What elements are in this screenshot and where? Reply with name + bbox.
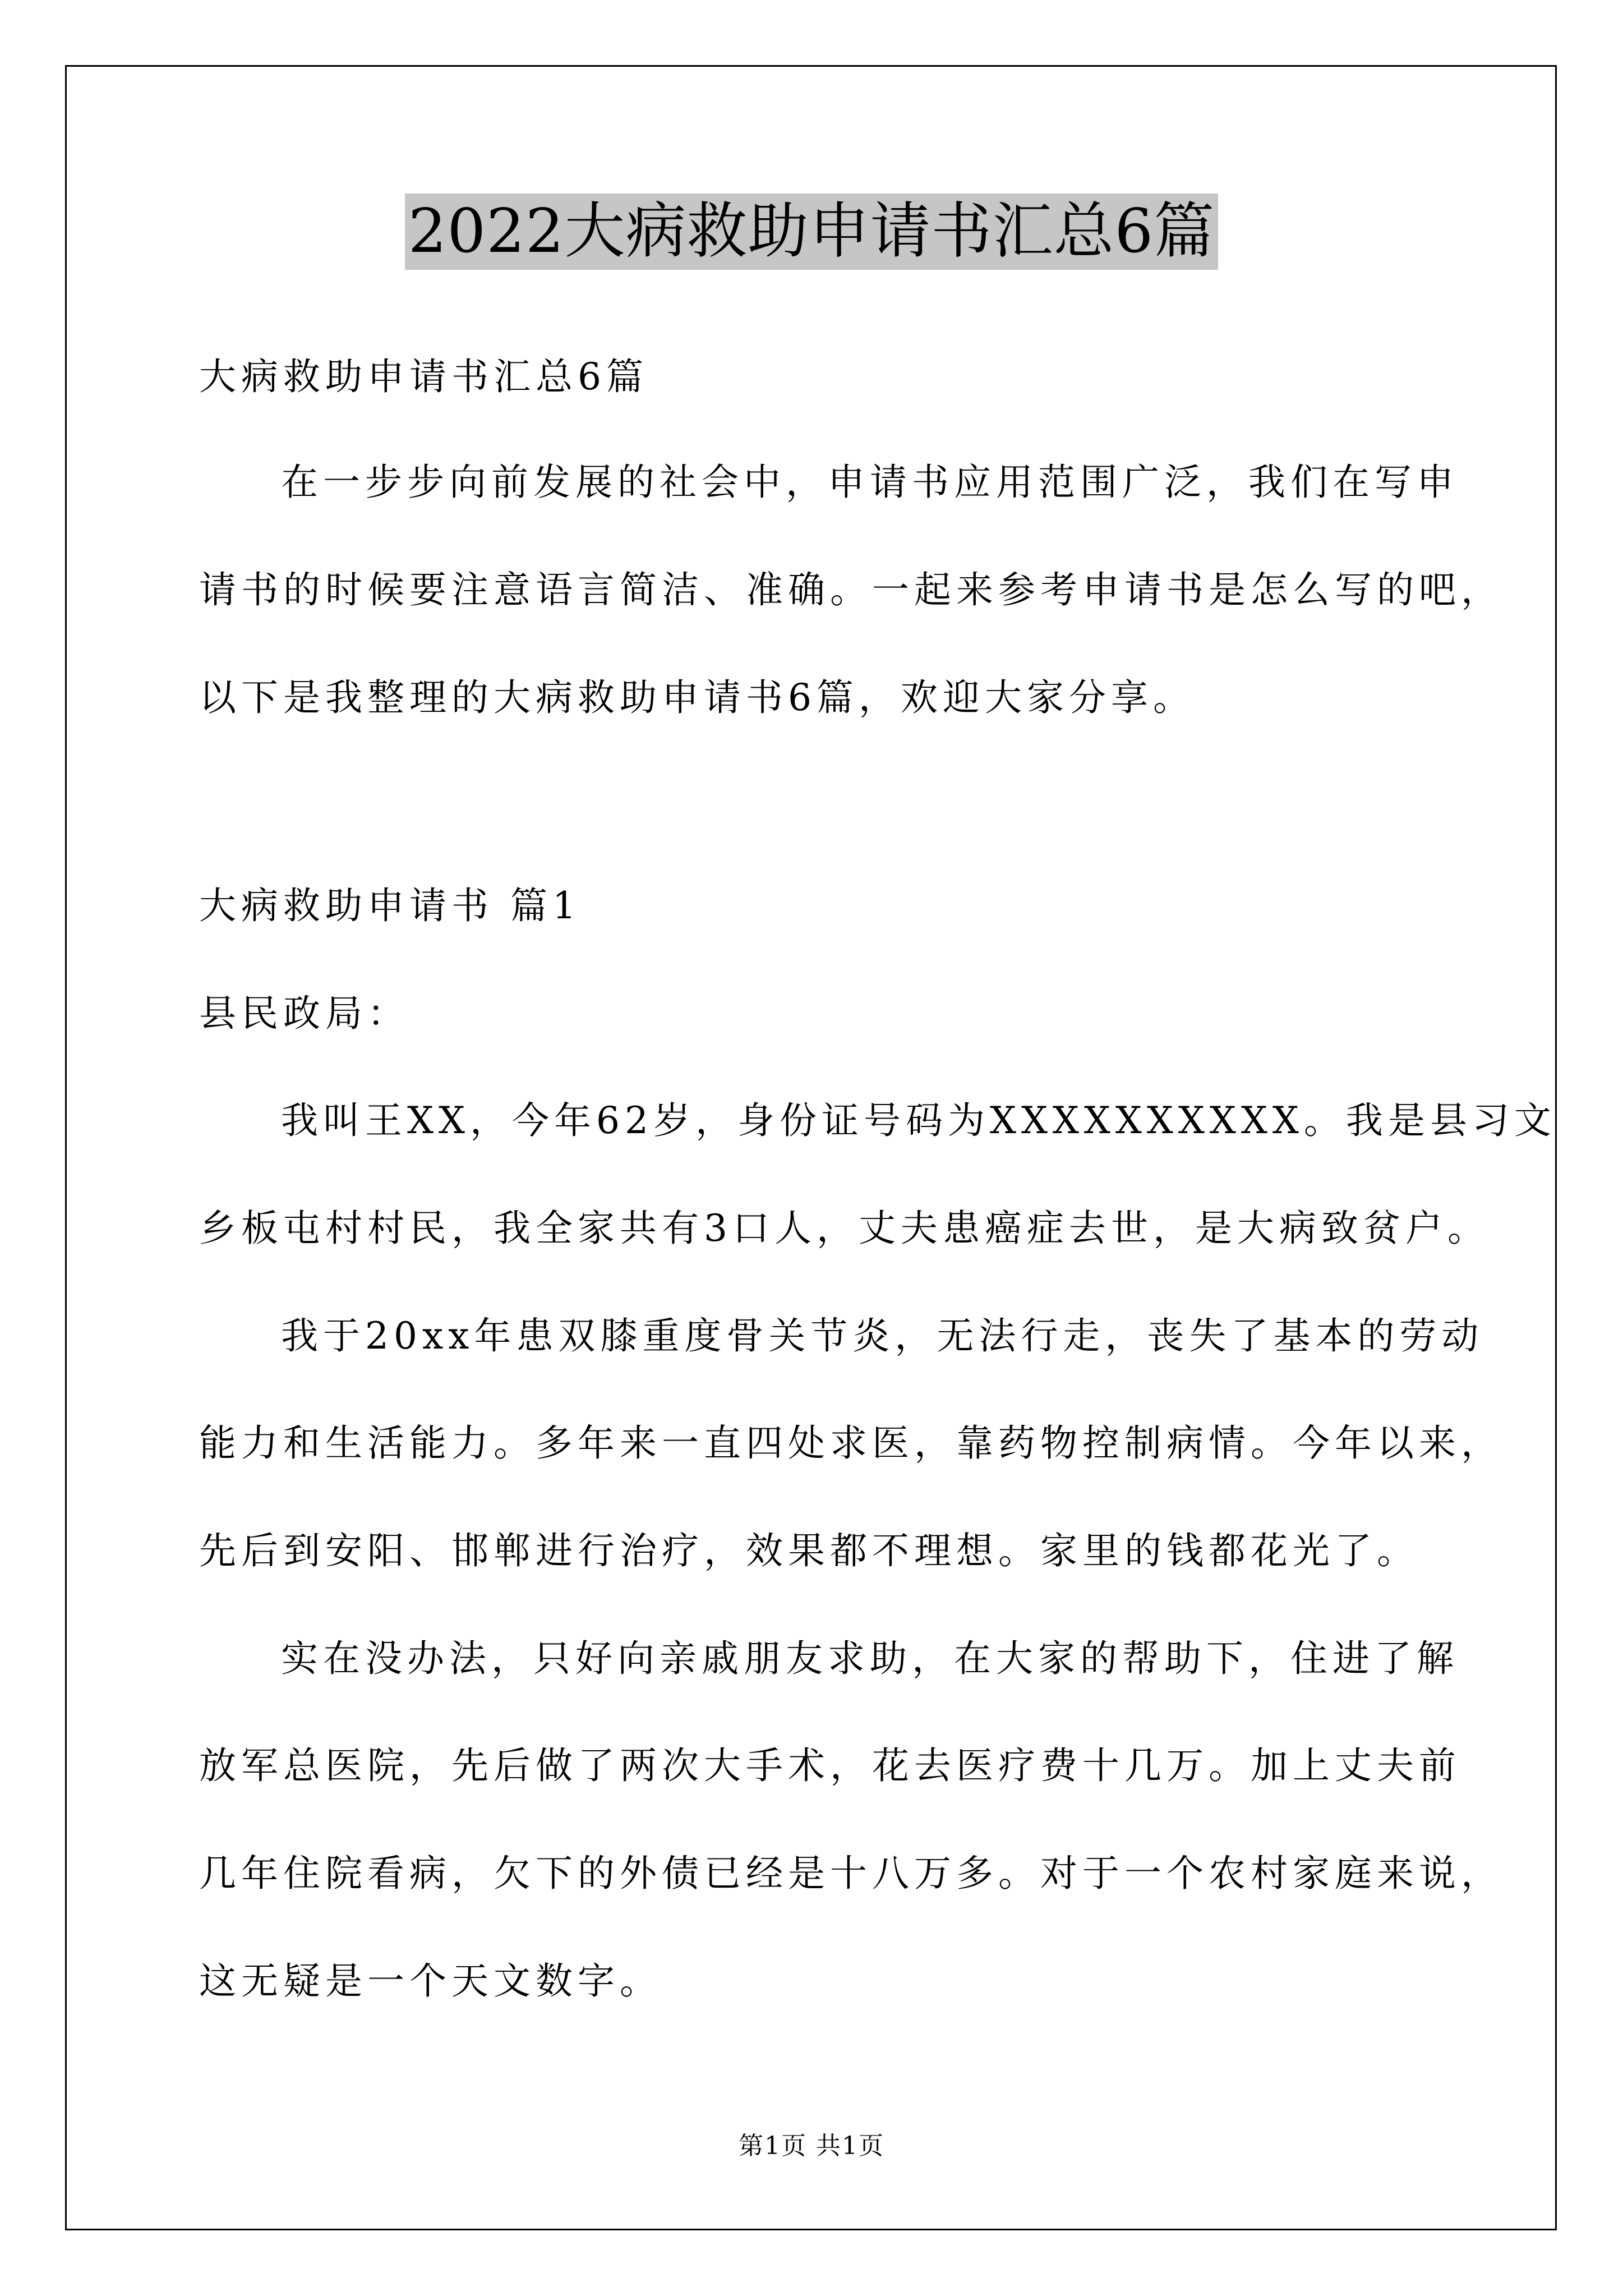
subtitle: 大病救助申请书汇总6篇 bbox=[199, 355, 648, 398]
body-line-7: 放军总医院，先后做了两次大手术，花去医疗费十几万。加上丈夫前 bbox=[199, 1744, 1461, 1787]
salutation: 县民政局： bbox=[199, 992, 409, 1035]
body-line-3: 我于20xx年患双膝重度骨关节炎，无法行走，丧失了基本的劳动 bbox=[281, 1314, 1484, 1358]
intro-line-3: 以下是我整理的大病救助申请书6篇，欢迎大家分享。 bbox=[199, 676, 1195, 719]
body-line-9: 这无疑是一个天文数字。 bbox=[199, 1959, 662, 2003]
section-heading: 大病救助申请书 篇1 bbox=[199, 884, 581, 927]
intro-line-1: 在一步步向前发展的社会中，申请书应用范围广泛，我们在写申 bbox=[281, 461, 1459, 504]
page-number-footer: 第1页 共1页 bbox=[739, 2132, 884, 2160]
body-line-5: 先后到安阳、邯郸进行治疗，效果都不理想。家里的钱都花光了。 bbox=[199, 1529, 1419, 1572]
body-line-4: 能力和生活能力。多年来一直四处求医，靠药物控制病情。今年以来， bbox=[199, 1421, 1503, 1465]
body-line-2: 乡板屯村村民，我全家共有3口人，丈夫患癌症去世，是大病致贫户。 bbox=[199, 1207, 1490, 1250]
document-title bbox=[0, 194, 1623, 270]
body-line-1: 我叫王XX，今年62岁，身份证号码为XXXXXXXXXX。我是县习文 bbox=[281, 1099, 1556, 1142]
intro-line-2: 请书的时候要注意语言简洁、准确。一起来参考申请书是怎么写的吧， bbox=[199, 568, 1503, 611]
document-title-text: 2022大病救助申请书汇总6篇 bbox=[405, 194, 1219, 270]
body-line-6: 实在没办法，只好向亲戚朋友求助，在大家的帮助下，住进了解 bbox=[281, 1637, 1459, 1680]
body-line-8: 几年住院看病，欠下的外债已经是十八万多。对于一个农村家庭来说， bbox=[199, 1852, 1503, 1895]
